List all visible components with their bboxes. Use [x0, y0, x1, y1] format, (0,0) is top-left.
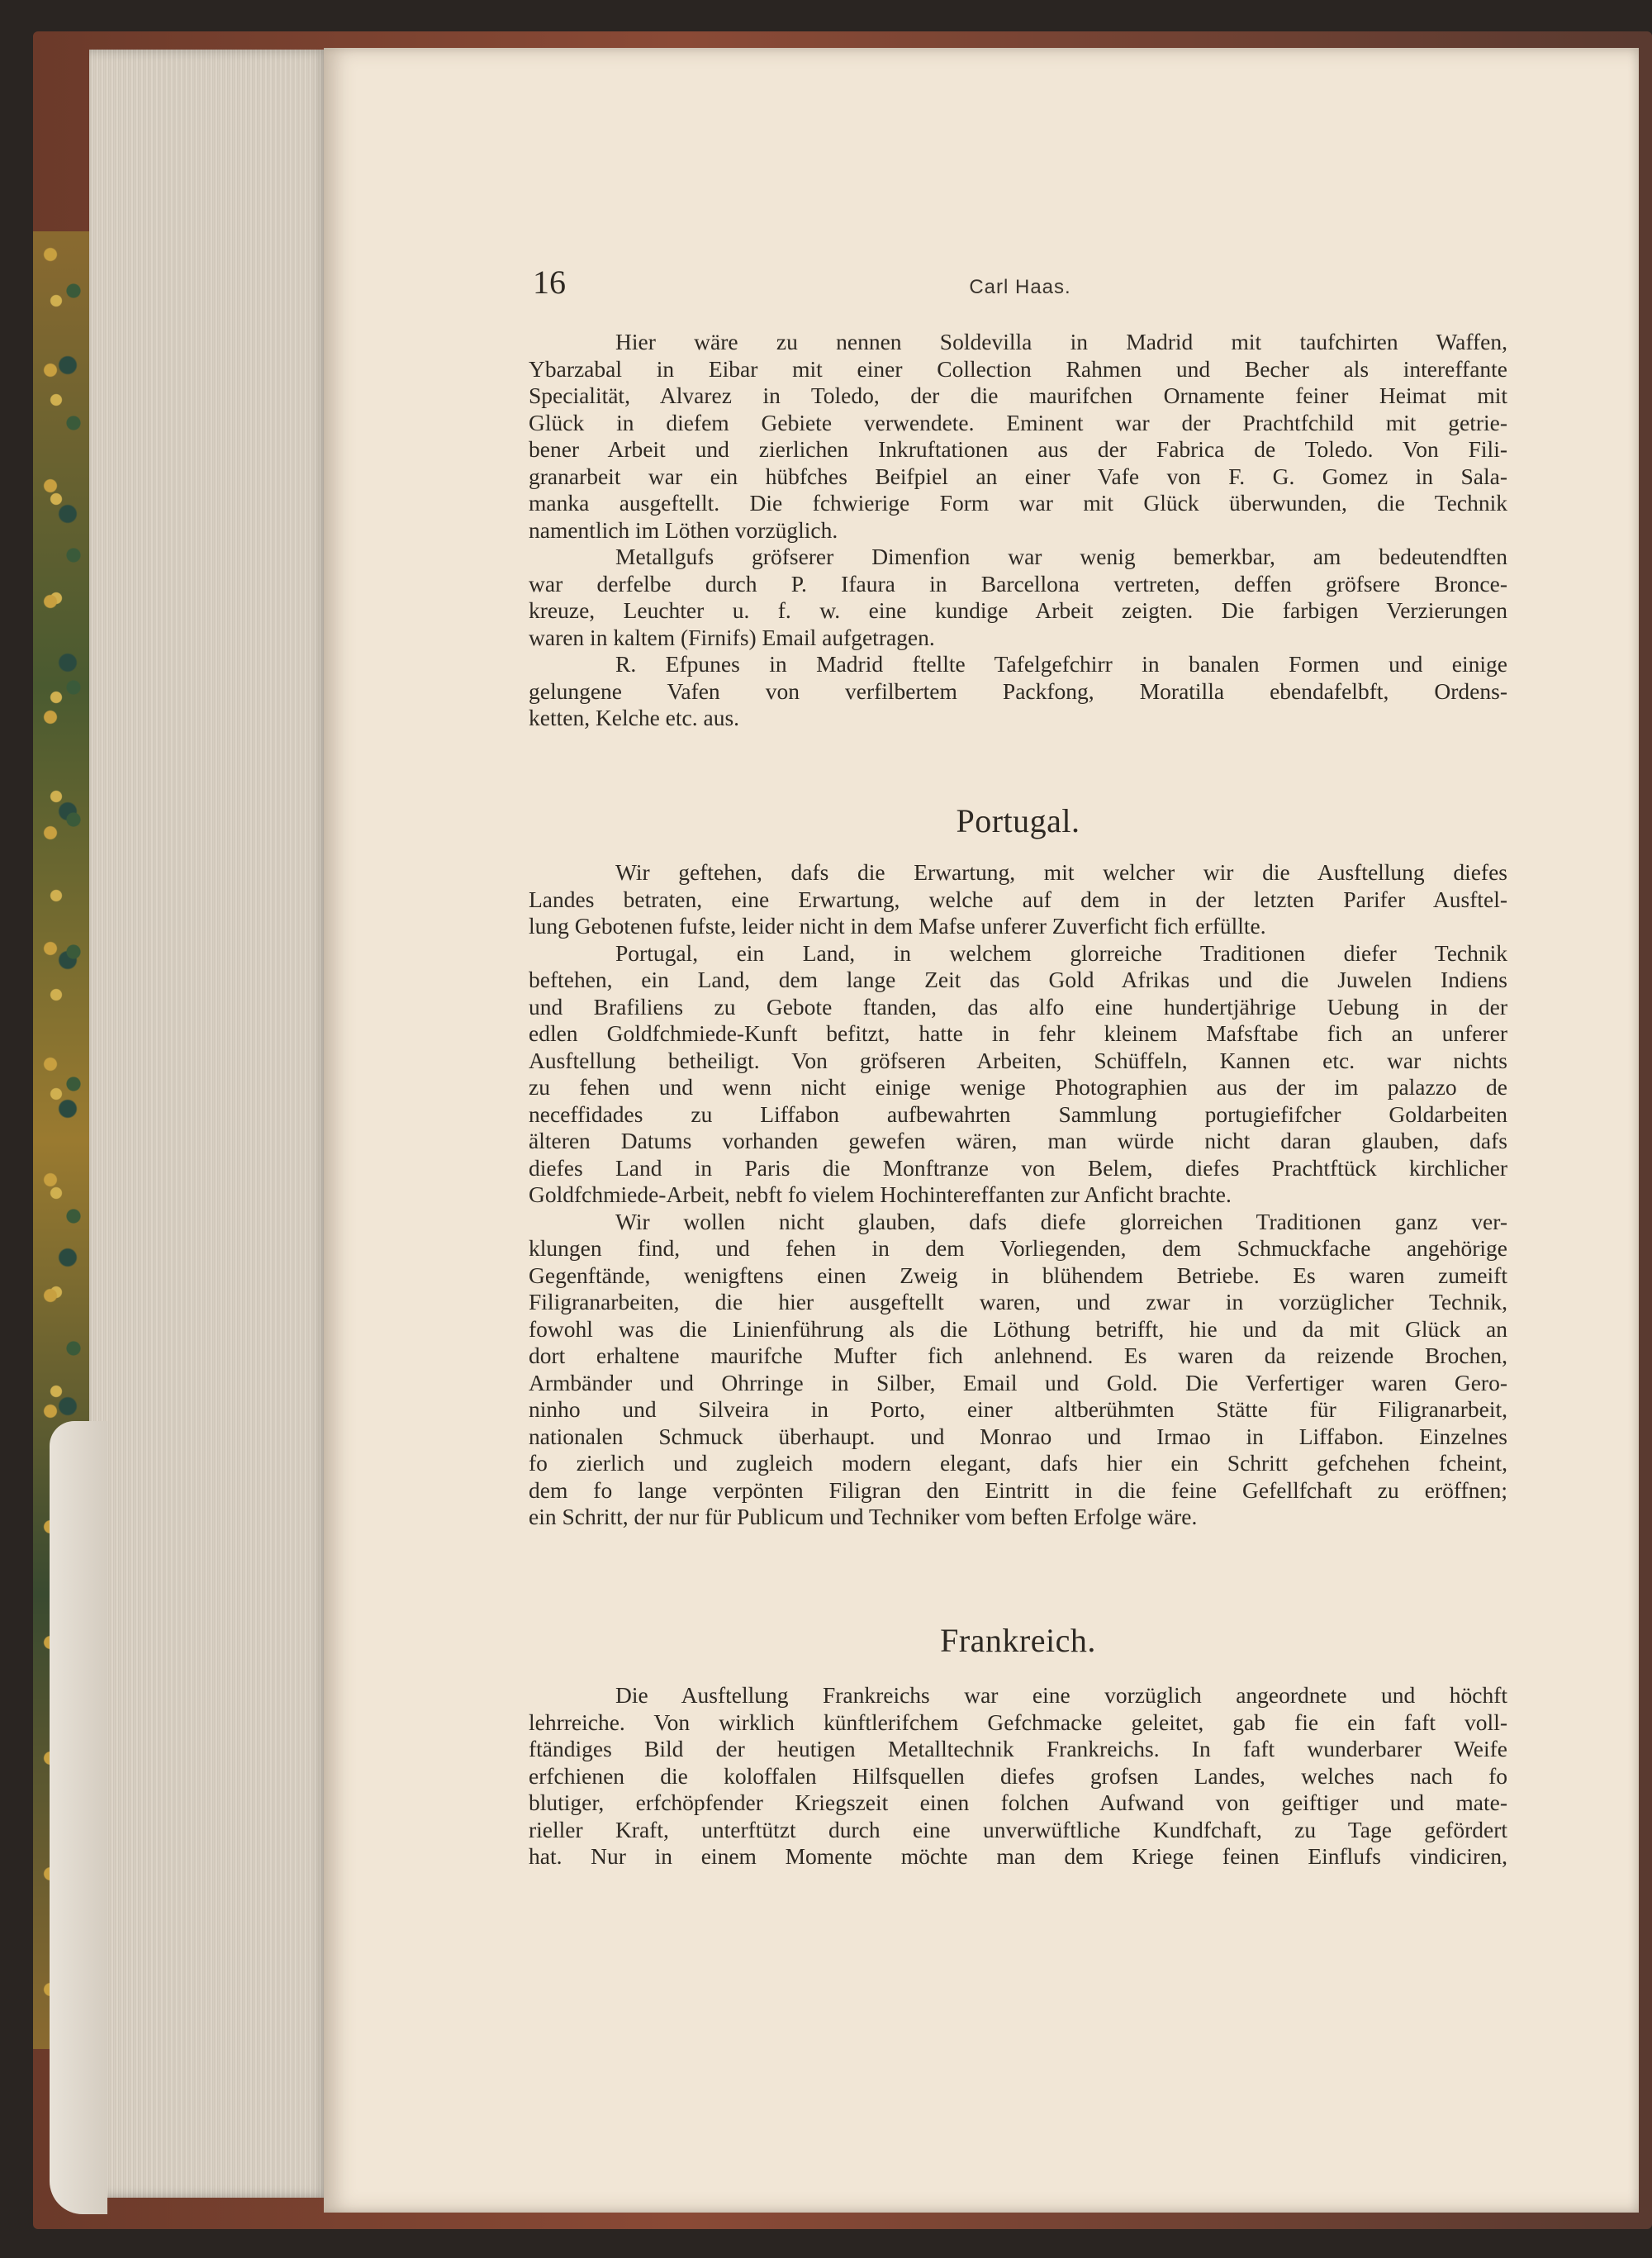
- text-line: erfchienen die koloffalen Hilfsquellen diefes grofsen Landes, welches nach fo: [529, 1762, 1507, 1789]
- text-line: dem fo lange verpönten Filigran den Eintritt in die feine Gefellfchaft zu eröffnen;: [529, 1476, 1507, 1503]
- text-line: ninho und Silveira in Porto, einer altberühmten Stätte für Filigranarbeit,: [529, 1396, 1507, 1422]
- text-line: R. Efpunes in Madrid ftellte Tafelgefchirr in banalen Formen und einige: [615, 651, 1507, 677]
- running-head: Carl Haas.: [969, 276, 1071, 298]
- text-line: Portugal, ein Land, in welchem glorreiche Traditionen diefer Technik: [615, 939, 1507, 966]
- text-line: Die Ausftellung Frankreichs war eine vorzüglich angeordnete und höchft: [615, 1682, 1507, 1708]
- body-text-intro: [529, 329, 1507, 732]
- section-heading-portugal: Portugal.: [956, 802, 1080, 839]
- text-line: edlen Goldfchmiede-Kunft befitzt, hatte in fehr kleinem Mafsftabe fich an unferer: [529, 1020, 1507, 1046]
- text-line: namentlich im Löthen vorzüglich.: [529, 516, 838, 543]
- text-line: nationalen Schmuck überhaupt. und Monrao und Irmao in Liffabon. Einzelnes: [529, 1423, 1507, 1449]
- text-line: lung Gebotenen fufste, leider nicht in dem Mafse unferer Zuverficht fich erfüllte.: [529, 913, 1266, 939]
- text-line: älteren Datums vorhanden gewefen wären, man würde nicht daran glauben, dafs: [529, 1128, 1507, 1153]
- page-number: 16: [533, 264, 566, 301]
- text-line: lehrreiche. Von wirklich künftlerifchem Gefchmacke geleitet, gab fie ein faft voll-: [529, 1709, 1507, 1735]
- text-line: Wir wollen nicht glauben, dafs diefe glorreichen Traditionen ganz ver-: [615, 1208, 1507, 1234]
- text-line: fowohl was die Linienführung als die Löthung betrifft, hie und da mit Glück an: [529, 1315, 1507, 1342]
- body-text-frankreich: [529, 1682, 1507, 1871]
- section-heading-frankreich: Frankreich.: [940, 1622, 1096, 1659]
- text-line: hat. Nur in einem Momente möchte man dem Kriege feinen Einflufs vindiciren,: [529, 1843, 1507, 1869]
- text-line: diefes Land in Paris die Monftranze von Belem, diefes Prachtftück kirchlicher: [529, 1154, 1507, 1181]
- text-line: Specialität, Alvarez in Toledo, der die maurifchen Ornamente feiner Heimat mit: [529, 383, 1507, 408]
- text-line: dort erhaltene maurifche Mufter fich anlehnend. Es waren da reizende Brochen,: [529, 1343, 1507, 1368]
- body-text-portugal: [529, 859, 1507, 1531]
- text-line: zu fehen und wenn nicht einige wenige Photographien aus der im palazzo de: [529, 1074, 1507, 1100]
- text-line: war derfelbe durch P. Ifaura in Barcellona vertreten, deffen gröfsere Bronce-: [529, 570, 1507, 597]
- text-line: kreuze, Leuchter u. f. w. eine kundige Arbeit zeigten. Die farbigen Verzierungen: [529, 597, 1507, 623]
- text-line: Armbänder und Ohrringe in Silber, Email und Gold. Die Verfertiger waren Gero-: [529, 1369, 1507, 1395]
- text-line: Ausftellung betheiligt. Von gröfseren Arbeiten, Schüffeln, Kannen etc. war nichts: [529, 1047, 1507, 1073]
- text-line: Landes betraten, eine Erwartung, welche auf dem in der letzten Parifer Ausftel-: [529, 886, 1507, 912]
- text-line: gelungene Vafen von verfilbertem Packfong, Moratilla ebendafelbft, Ordens-: [529, 677, 1507, 704]
- text-line: waren in kaltem (Firnifs) Email aufgetragen.: [529, 624, 935, 650]
- text-line: blutiger, erfchöpfender Kriegszeit einen folchen Aufwand von geiftiger und mate-: [529, 1790, 1507, 1815]
- text-line: Goldfchmiede-Arbeit, nebft fo vielem Hochintereffanten zur Anficht brachte.: [529, 1181, 1232, 1207]
- text-line: rieller Kraft, unterftützt durch eine unverwüftliche Kundfchaft, zu Tage gefördert: [529, 1816, 1507, 1842]
- text-line: ketten, Kelche etc. aus.: [529, 705, 740, 730]
- text-line: Filigranarbeiten, die hier ausgeftellt waren, und zwar in vorzüglicher Technik,: [529, 1289, 1507, 1314]
- text-line: granarbeit war ein hübfches Beifpiel an einer Vafe von F. G. Gomez in Sala-: [529, 463, 1507, 489]
- text-line: ein Schritt, der nur für Publicum und Techniker vom beften Erfolge wäre.: [529, 1504, 1198, 1529]
- text-line: beftehen, ein Land, dem lange Zeit das Gold Afrikas und die Juwelen Indiens: [529, 967, 1507, 992]
- text-line: Ybarzabal in Eibar mit einer Collection Rahmen und Becher als intereffante: [529, 355, 1507, 382]
- text-line: Hier wäre zu nennen Soldevilla in Madrid mit taufchirten Waffen,: [615, 329, 1507, 354]
- page-block-edges: [89, 50, 329, 2198]
- text-line: klungen find, und fehen in dem Vorliegenden, dem Schmuckfache angehörige: [529, 1235, 1507, 1261]
- text-line: bener Arbeit und zierlichen Inkruftationen aus der Fabrica de Toledo. Von Fili-: [529, 436, 1507, 462]
- text-line: Metallgufs gröfserer Dimenfion war wenig bemerkbar, am bedeutendften: [615, 544, 1507, 569]
- page-header: [533, 263, 1507, 304]
- text-line: neceffidades zu Liffabon aufbewahrten Sammlung portugiefifcher Goldarbeiten: [529, 1100, 1507, 1127]
- text-line: ftändiges Bild der heutigen Metalltechnik Frankreichs. In faft wunderbarer Weife: [529, 1736, 1507, 1761]
- text-line: manka ausgeftellt. Die fchwierige Form war mit Glück überwunden, die Technik: [529, 490, 1507, 516]
- curled-flyleaf: [50, 1421, 107, 2214]
- text-line: Wir geftehen, dafs die Erwartung, mit welcher wir die Ausftellung diefes: [615, 859, 1507, 885]
- text-line: Gegenftände, wenigftens einen Zweig in blühendem Betriebe. Es waren zumeift: [529, 1262, 1507, 1288]
- text-line: fo zierlich und zugleich modern elegant, dafs hier ein Schritt gefchehen fcheint,: [529, 1450, 1507, 1476]
- text-line: und Brafiliens zu Gebote ftanden, das alfo eine hundertjährige Uebung in der: [529, 993, 1507, 1020]
- text-line: Glück in diefem Gebiete verwendete. Eminent war der Prachtfchild mit getrie-: [529, 409, 1507, 435]
